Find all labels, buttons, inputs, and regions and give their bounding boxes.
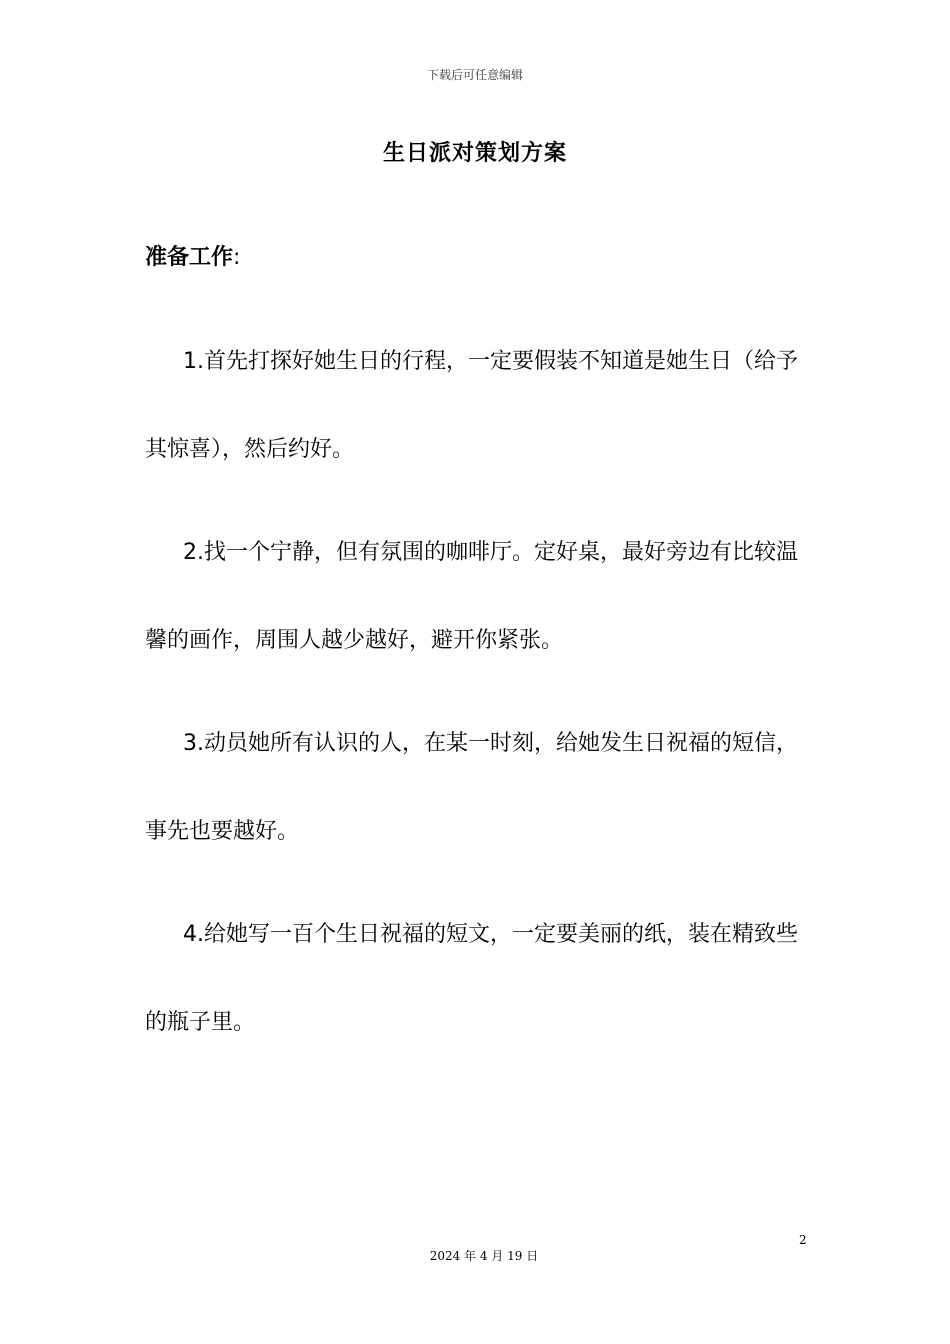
paragraph-1: 1.首先打探好她生日的行程，一定要假装不知道是她生日（给予其惊喜），然后约好。 [145,349,798,462]
paragraph-3: 3.动员她所有认识的人，在某一时刻，给她发生日祝福的短信，事先也要越好。 [145,731,798,844]
footer-date: 2024 年 4 月 19 日 [429,1249,539,1263]
section-heading-text: 准备工作 [145,245,234,270]
section-heading [145,240,240,271]
page-number: 2 [799,1233,807,1247]
header-note: 下载后可任意编辑 [426,68,523,82]
section-heading-colon: : [233,245,241,270]
body-text [145,318,815,1082]
document-title: 生日派对策划方案 [382,141,567,166]
paragraph-2: 2.找一个宁静，但有氛围的咖啡厅。定好桌，最好旁边有比较温馨的画作，周围人越少越好，避开你紧张。 [145,540,798,653]
paragraph-4: 4.给她写一百个生日祝福的短文，一定要美丽的纸，装在精致些的瓶子里。 [145,922,798,1035]
